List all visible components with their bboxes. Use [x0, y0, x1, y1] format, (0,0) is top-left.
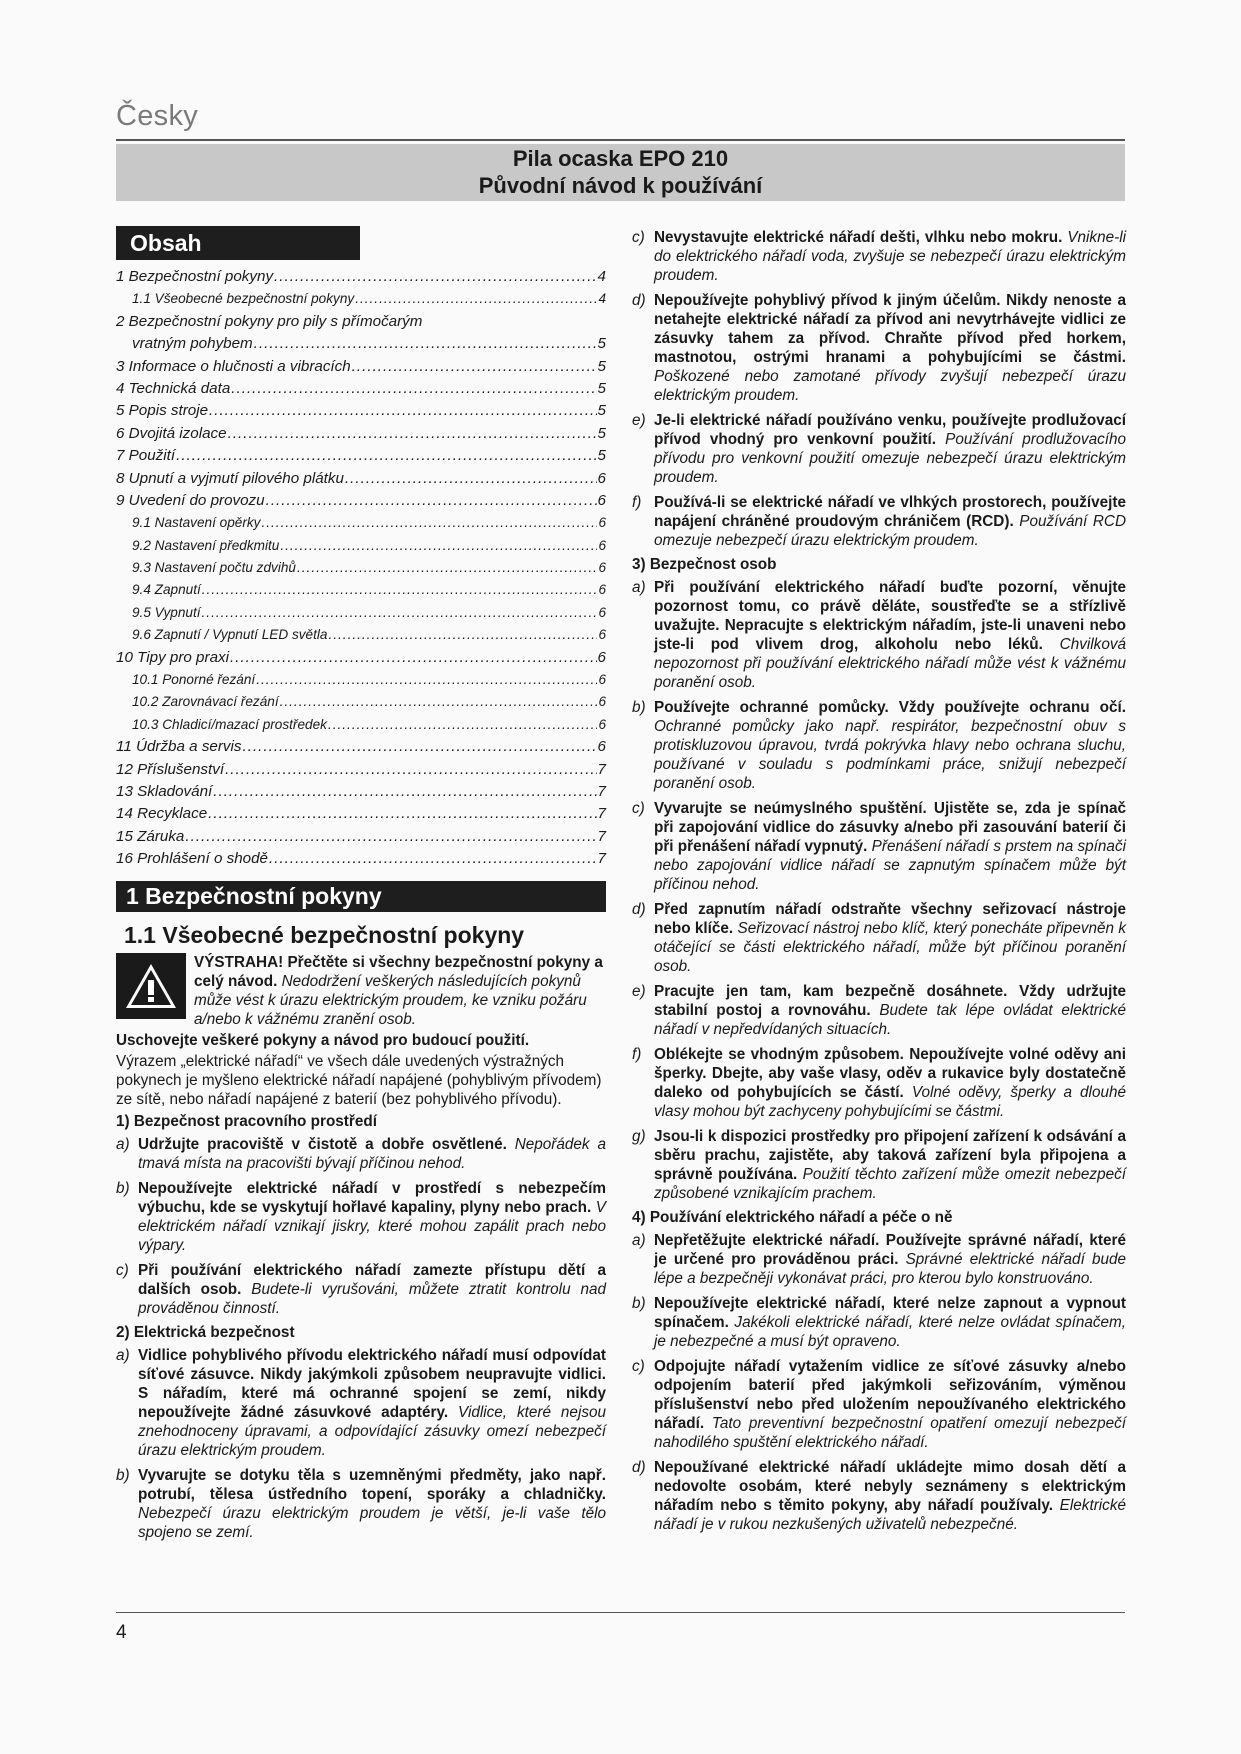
toc-entry-title: 11 Údržba a servis	[116, 738, 242, 756]
item-italic-text: Přenášení nářadí s prstem na spínači nebo zapojování vidlice nářadí se zapnutým spínačem může být příčinou nehod.	[654, 838, 1126, 893]
toc-page-number: 4	[597, 268, 606, 285]
toc-entry-title: 9.2 Nastavení předkmitu	[132, 537, 280, 553]
toc-entry-title: 9.3 Nastavení počtu zdvihů	[132, 560, 296, 576]
item-text	[654, 1357, 1126, 1452]
footer-rule	[116, 1612, 1125, 1613]
toc-page-number: 6	[598, 604, 606, 620]
item-text	[138, 1346, 606, 1460]
safety-item	[116, 1135, 606, 1173]
warning-triangle-icon	[116, 953, 186, 1019]
toc-leader-dots	[185, 826, 596, 848]
warning-text	[194, 953, 606, 1029]
toc-page-number: 5	[597, 357, 606, 375]
toc-row	[116, 669, 606, 691]
item-bold-text: Nepoužívejte pohyblivý přívod k jiným účelům. Nikdy nenoste a netahejte elektrické nářadí za přívod ani nevytrhávejte vidlici ze zásuvky tahem za přívod. Chraňte přívod před horkem, mastnotou, ostrými hranami a pohybujícími se částmi.	[654, 292, 1126, 366]
item-text	[654, 291, 1126, 405]
section-heading: 1 Bezpečnostní pokyny	[116, 881, 606, 912]
toc-leader-dots	[243, 736, 597, 758]
toc-page-number: 5	[597, 402, 606, 420]
toc-leader-dots	[176, 445, 596, 467]
toc-page-number: 5	[597, 379, 606, 397]
toc-entry-title: 1.1 Všeobecné bezpečnostní pokyny	[132, 291, 355, 307]
item-label: c)	[632, 1358, 645, 1375]
item-bold-text: Nevystavujte elektrické nářadí dešti, vlhku nebo mokru.	[654, 229, 1063, 246]
toc-row	[116, 468, 606, 490]
item-bold-text: Jsou-li k dispozici prostředky pro připojení zařízení k odsávání a sběru prachu, zajistěte, aby taková zařízení byla připojena a správně používána.	[654, 1128, 1126, 1183]
safety-item	[632, 1231, 1126, 1288]
toc-row	[116, 535, 606, 557]
item-italic-text: Používání prodlužovacího přívodu pro venkovní použití omezuje nebezpečí úrazu elektrickým proudem.	[654, 431, 1126, 486]
title-box	[116, 144, 1125, 201]
toc-leader-dots	[261, 512, 597, 534]
item-bold-text: Při používání elektrického nářadí zamezte přístupu dětí a dalších osob.	[138, 1261, 606, 1298]
toc-entry-title: 9.1 Nastavení opěrky	[132, 515, 261, 531]
item-italic-text: Vnikne-li do elektrického nářadí voda, zvyšuje se nebezpečí úrazu elektrickým proudem.	[654, 229, 1126, 284]
toc-entry-title: 9.4 Zapnutí	[132, 582, 201, 598]
toc-row	[116, 579, 606, 601]
toc-row	[116, 602, 606, 624]
safety-item	[632, 228, 1126, 285]
toc-row	[116, 356, 606, 378]
item-italic-text: Budete-li vyrušováni, můžete ztratit kontrolu nad prováděnou činností.	[138, 1280, 607, 1317]
safety-subheading: 1) Bezpečnost pracovního prostředí	[116, 1112, 377, 1130]
item-text	[138, 1466, 606, 1542]
toc-page-number: 4	[598, 291, 606, 307]
toc-leader-dots	[209, 400, 597, 422]
toc-row	[116, 759, 606, 781]
toc-page-number: 6	[598, 716, 606, 732]
toc-page-number: 7	[597, 760, 606, 778]
table-of-contents	[116, 266, 606, 871]
item-italic-text: Poškozené nebo zamotané přívody zvyšují nebezpečí úrazu elektrickým proudem.	[654, 368, 1126, 404]
item-italic-text: Nepořádek a tmavá místa na pracovišti bývají příčinou nehod.	[138, 1135, 606, 1172]
item-italic-text: Seřizovací nástroj nebo klíč, který ponecháte připevněn k otáčející se části elektrického nářadí, může být příčinou poranění osob.	[654, 920, 1127, 975]
header-rule	[116, 139, 1125, 141]
item-label: d)	[632, 901, 646, 918]
item-italic-text: Chvilková nepozornost při používání elektrického nářadí může vést k vážnému poranění osob.	[654, 636, 1126, 691]
toc-leader-dots	[328, 624, 597, 646]
safety-item	[632, 291, 1126, 405]
toc-row	[116, 445, 606, 467]
item-text	[654, 900, 1126, 976]
toc-page-number: 7	[597, 850, 606, 868]
item-italic-text: Budete tak lépe ovládat elektrické nářadí v nepředvídaných situacích.	[654, 1002, 1126, 1038]
item-text	[138, 1179, 606, 1255]
item-italic-text: Ochranné pomůcky jako např. respirátor, bezpečnostní obuv s protiskluzovou úpravou, tvrdá pokrývka hlavy nebo ochrana sluchu, používané v souladu s podmínkami práce, snižují nebezpečí poranění osob.	[654, 718, 1126, 792]
toc-entry-title: 7 Použití	[116, 447, 176, 465]
item-italic-text: Nebezpečí úrazu elektrickým proudem je větší, je-li vaše tělo spojeno se zemí.	[138, 1504, 606, 1541]
item-bold-text: Nepoužívané elektrické nářadí ukládejte mimo dosah dětí a nedovolte osobám, které nebyly seznámeny s elektrickým nářadím nebo s těmito pokyny, aby nářadí používaly.	[654, 1459, 1126, 1514]
subsection-heading: 1.1 Všeobecné bezpečnostní pokyny	[124, 921, 525, 948]
toc-leader-dots	[254, 333, 597, 355]
item-text	[654, 698, 1126, 793]
safety-item	[632, 900, 1126, 976]
safety-item	[632, 1045, 1126, 1121]
item-bold-text: Nepřetěžujte elektrické nářadí. Používejte správné nářadí, které je určené pro prováděnou práci.	[654, 1232, 1126, 1268]
item-italic-text: Vidlice, které nejsou znehodnoceny úpravami, a odpovídající zásuvky omezí nebezpečí úrazu elektrickým proudem.	[138, 1403, 607, 1459]
toc-page-number: 6	[597, 469, 606, 487]
toc-row	[116, 624, 606, 646]
keep-instructions: Uschovejte veškeré pokyny a návod pro budoucí použití.	[116, 1031, 530, 1049]
safety-item	[116, 1179, 606, 1255]
item-bold-text: Vyvarujte se dotyku těla s uzemněnými předměty, jako např. potrubí, tělesa ústředního topení, sporáky a chladničky.	[138, 1466, 606, 1503]
item-bold-text: Používejte ochranné pomůcky. Vždy používejte ochranu očí.	[654, 699, 1126, 716]
item-italic-text: Použití těchto zařízení může omezit nebezpečí způsobené vznikajícím prachem.	[654, 1166, 1126, 1202]
item-italic-text: Používání RCD omezuje nebezpečí úrazu elektrickým proudem.	[654, 513, 1126, 549]
right-safety-items	[632, 228, 1126, 1534]
toc-leader-dots	[228, 423, 597, 445]
item-label: c)	[632, 229, 645, 246]
toc-leader-dots	[208, 803, 596, 825]
toc-page-number: 6	[598, 560, 606, 576]
item-bold-text: Vidlice pohyblivého přívodu elektrického nářadí musí odpovídat síťové zásuvce. Nikdy jakýmkoli způsobem neupravujte vidlici. S nářadím, které má ochranné spojení se zemí, nikdy nepoužívejte žádné zásuvkové adaptéry.	[138, 1346, 606, 1421]
item-label: d)	[632, 292, 646, 309]
item-italic-text: Volné oděvy, šperky a dlouhé vlasy mohou být zachyceny pohybujícími se částmi.	[654, 1084, 1126, 1120]
toc-row	[116, 378, 606, 400]
toc-page-number: 6	[598, 515, 606, 531]
toc-page-number: 6	[597, 648, 606, 666]
intro-paragraph: Výrazem „elektrické nářadí“ ve všech dále uvedených výstražných pokynech je myšleno elektrické nářadí napájené (pohyblivým přívodem) ze sítě, nebo nářadí napájené z baterií (bez pohyblivého přívodu).	[116, 1052, 602, 1108]
item-label: f)	[632, 1046, 642, 1063]
item-label: a)	[632, 579, 646, 596]
safety-item	[632, 493, 1126, 550]
toc-leader-dots	[355, 288, 597, 310]
item-label: a)	[116, 1346, 130, 1364]
toc-page-number: 6	[598, 582, 606, 598]
item-label: c)	[116, 1261, 129, 1279]
safety-item	[116, 1466, 606, 1542]
item-bold-text: Před zapnutím nářadí odstraňte všechny seřizovací nástroje nebo klíče.	[654, 901, 1126, 937]
toc-entry-title: 9.5 Vypnutí	[132, 604, 201, 620]
document-title: Pila ocaska EPO 210	[512, 146, 729, 171]
toc-row	[116, 691, 606, 713]
item-italic-text: Jakékoli elektrické nářadí, které nelze ovládat spínačem, je nebezpečné a musí být opraveno.	[654, 1314, 1126, 1350]
item-text	[654, 1231, 1126, 1288]
page-number: 4	[116, 1622, 127, 1643]
item-bold-text: Je-li elektrické nářadí používáno venku, používejte prodlužovací přívod vhodný pro venkovní použití.	[654, 412, 1126, 448]
toc-row	[116, 288, 606, 310]
item-text	[654, 228, 1126, 285]
item-bold-text: Používá-li se elektrické nářadí ve vlhkých prostorech, používejte napájení chráněné proudovým chráničem (RCD).	[654, 494, 1126, 530]
toc-row	[116, 512, 606, 534]
toc-row	[116, 647, 606, 669]
toc-leader-dots	[297, 557, 597, 579]
safety-subheading: 3) Bezpečnost osob	[632, 556, 777, 573]
toc-entry-title: 2 Bezpečnostní pokyny pro pily s přímočarým	[116, 312, 423, 330]
safety-item	[632, 1357, 1126, 1452]
item-label: b)	[632, 699, 646, 716]
toc-entry-title: 16 Prohlášení o shodě	[116, 850, 268, 868]
safety-item	[632, 799, 1126, 894]
toc-entry-title: 13 Skladování	[116, 782, 213, 800]
item-bold-text: Udržujte pracoviště v čistotě a dobře osvětlené.	[138, 1135, 507, 1153]
warning-block	[116, 953, 606, 1029]
toc-row	[116, 333, 606, 355]
toc-entry-title: 10 Tipy pro praxi	[116, 648, 229, 666]
toc-heading: Obsah	[116, 226, 360, 260]
toc-page-number: 6	[598, 672, 606, 688]
item-bold-text: Odpojujte nářadí vytažením vidlice ze síťové zásuvky a/nebo odpojením baterií před jakýmkoli seřizováním, výměnou příslušenství nebo před uložením nepoužívaného elektrického nářadí.	[654, 1358, 1126, 1432]
toc-entry-title: 10.1 Ponorné řezání	[132, 672, 256, 688]
toc-entry-title: 10.3 Chladicí/mazací prostředek	[132, 716, 327, 732]
toc-page-number: 5	[597, 447, 606, 465]
item-italic-text: V elektrickém nářadí vznikají jiskry, které mohou zapálit prach nebo výpary.	[138, 1198, 607, 1254]
item-label: e)	[632, 412, 646, 429]
warning-bold: VÝSTRAHA! Přečtěte si všechny bezpečnostní pokyny a celý návod.	[194, 953, 603, 990]
language-label: Česky	[116, 100, 199, 132]
toc-row	[116, 848, 606, 870]
right-column	[632, 226, 1126, 1540]
safety-item	[632, 578, 1126, 692]
safety-item	[116, 1346, 606, 1460]
safety-item	[632, 411, 1126, 487]
safety-item	[632, 1458, 1126, 1534]
item-bold-text: Pracujte jen tam, kam bezpečně dosáhnete. Vždy udržujte stabilní postoj a rovnováhu.	[654, 983, 1126, 1019]
item-text	[654, 493, 1126, 550]
toc-row	[116, 736, 606, 758]
toc-entry-title: 4 Technická data	[116, 379, 231, 397]
toc-row	[116, 311, 606, 333]
toc-entry-title: 3 Informace o hlučnosti a vibracích	[116, 357, 351, 375]
toc-page-number: 5	[597, 424, 606, 442]
safety-item	[632, 982, 1126, 1039]
toc-entry-title: 9 Uvedení do provozu	[116, 491, 265, 509]
toc-leader-dots	[352, 356, 597, 378]
item-label: d)	[632, 1459, 646, 1476]
warning-italic: Nedodržení veškerých následujících pokynů může vést k úrazu elektrickým proudem, ke vzniku požáru a/nebo k vážnému zranění osob.	[194, 972, 587, 1028]
toc-row	[116, 803, 606, 825]
document-subtitle: Původní návod k používání	[478, 173, 763, 198]
safety-item	[632, 698, 1126, 793]
item-text	[654, 1127, 1126, 1203]
safety-item	[632, 1127, 1126, 1203]
item-label: b)	[632, 1295, 646, 1312]
toc-page-number: 6	[598, 694, 606, 710]
toc-page-number: 7	[597, 805, 606, 823]
toc-row	[116, 266, 606, 288]
toc-leader-dots	[266, 490, 597, 512]
safety-item	[116, 1261, 606, 1318]
toc-entry-title: 1 Bezpečnostní pokyny	[116, 268, 274, 285]
toc-leader-dots	[345, 468, 597, 490]
toc-entry-title: 14 Recyklace	[116, 805, 208, 823]
toc-leader-dots	[213, 781, 596, 803]
toc-entry-title: 8 Upnutí a vyjmutí pilového plátku	[116, 469, 344, 487]
toc-row	[116, 400, 606, 422]
toc-entry-title: vratným pohybem	[132, 335, 253, 353]
item-label: b)	[116, 1466, 130, 1484]
item-text	[654, 1294, 1126, 1351]
toc-page-number: 6	[597, 738, 606, 756]
item-label: b)	[116, 1179, 130, 1197]
toc-row	[116, 557, 606, 579]
toc-leader-dots	[280, 535, 597, 557]
toc-page-number: 7	[597, 827, 606, 845]
toc-leader-dots	[202, 579, 598, 601]
toc-leader-dots	[256, 669, 597, 691]
toc-leader-dots	[280, 691, 598, 713]
toc-leader-dots	[230, 647, 597, 669]
safety-subheading: 2) Elektrická bezpečnost	[116, 1323, 295, 1341]
item-text	[654, 411, 1126, 487]
toc-row	[116, 714, 606, 736]
toc-entry-title: 10.2 Zarovnávací řezání	[132, 694, 279, 710]
left-safety-items	[116, 1113, 606, 1542]
item-text	[654, 1045, 1126, 1121]
toc-entry-title: 15 Záruka	[116, 827, 185, 845]
toc-page-number: 7	[597, 782, 606, 800]
item-label: a)	[116, 1135, 130, 1153]
item-italic-text: Tato preventivní bezpečnostní opatření omezují nebezpečí nahodilého spuštění elektrického nářadí.	[654, 1415, 1126, 1451]
toc-row	[116, 826, 606, 848]
item-bold-text: Oblékejte se vhodným způsobem. Nepoužívejte volné oděvy ani šperky. Dbejte, aby vaše vlasy, oděv a rukavice byly dostatečně daleko od pohybujících se částí.	[654, 1046, 1126, 1101]
toc-leader-dots	[225, 759, 596, 781]
toc-leader-dots	[274, 266, 597, 288]
item-bold-text: Při používání elektrického nářadí buďte pozorní, věnujte pozornost tomu, co právě děláte, soustřeďte se a střízlivě uvažujte. Nepracujte s elektrickým nářadím, jste-li unaveni nebo jste-li pod vlivem drog, alkoholu nebo léků.	[654, 579, 1126, 653]
left-column	[116, 226, 606, 1548]
toc-row	[116, 423, 606, 445]
item-text	[138, 1135, 606, 1173]
item-italic-text: Elektrické nářadí je v rukou nezkušených uživatelů nebezpečné.	[654, 1497, 1126, 1533]
item-label: g)	[632, 1128, 646, 1145]
toc-entry-title: 5 Popis stroje	[116, 402, 209, 420]
safety-subheading: 4) Používání elektrického nářadí a péče o ně	[632, 1209, 953, 1226]
toc-page-number: 6	[597, 491, 606, 509]
toc-row	[116, 490, 606, 512]
item-text	[654, 982, 1126, 1039]
toc-page-number: 5	[597, 335, 606, 353]
toc-leader-dots	[269, 848, 597, 870]
item-italic-text: Správné elektrické nářadí bude lépe a bezpečněji vykonávat práci, pro kterou bylo konstruováno.	[654, 1251, 1126, 1287]
toc-leader-dots	[202, 602, 598, 624]
item-text	[654, 799, 1126, 894]
toc-leader-dots	[328, 714, 597, 736]
item-label: e)	[632, 983, 646, 1000]
item-bold-text: Nepoužívejte elektrické nářadí, které nelze zapnout a vypnout spínačem.	[654, 1295, 1126, 1331]
item-bold-text: Vyvarujte se neúmyslného spuštění. Ujistěte se, zda je spínač při zapojování vidlice do zásuvky a/nebo při zasouvání baterií či při přenášení nářadí vypnutý.	[654, 800, 1126, 855]
item-text	[138, 1261, 606, 1318]
item-label: c)	[632, 800, 645, 817]
toc-row	[116, 781, 606, 803]
safety-item	[632, 1294, 1126, 1351]
toc-entry-title: 6 Dvojitá izolace	[116, 424, 227, 442]
toc-entry-title: 12 Příslušenství	[116, 760, 225, 778]
toc-page-number: 6	[598, 537, 606, 553]
item-bold-text: Nepoužívejte elektrické nářadí v prostředí s nebezpečím výbuchu, kde se vyskytují hořlavé kapaliny, plyny nebo prach.	[138, 1179, 606, 1216]
item-label: a)	[632, 1232, 646, 1249]
toc-page-number: 6	[598, 627, 606, 643]
item-text	[654, 578, 1126, 692]
item-label: f)	[632, 494, 642, 511]
item-text	[654, 1458, 1126, 1534]
toc-leader-dots	[231, 378, 596, 400]
toc-entry-title: 9.6 Zapnutí / Vypnutí LED světla	[132, 627, 328, 643]
